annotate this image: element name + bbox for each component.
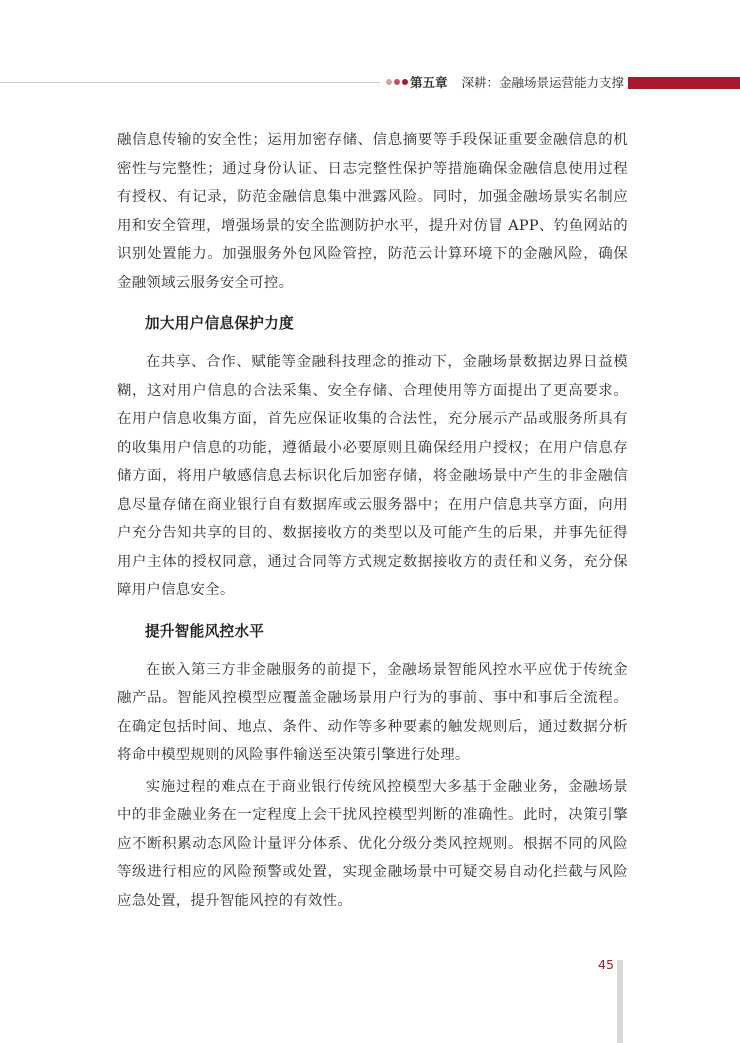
- chapter-title: 深耕：金融场景运营能力支撑: [461, 75, 625, 90]
- body-text: [117, 126, 628, 915]
- running-header: [0, 71, 740, 95]
- header-dot: [386, 79, 392, 85]
- paragraph: 实施过程的难点在于商业银行传统风控模型大多基于金融业务，金融场景中的非金融业务在一定程度上会干扰风控模型判断的准确性。此时，决策引擎应不断积累动态风险计量评分体系、优化分级分类风控规则。根据不同的风险等级进行相应的风险预警或处置，实现金融场景中可疑交易自动化拦截与风险应急处置，提升智能风控的有效性。: [117, 778, 628, 909]
- chapter-label: 第五章: [410, 75, 448, 90]
- paragraph: 在嵌入第三方非金融服务的前提下，金融场景智能风控水平应优于传统金融产品。智能风控模型应覆盖金融场景用户行为的事前、事中和事后全流程。在确定包括时间、地点、条件、动作等多种要素的触发规则后，通过数据分析将命中模型规则的风险事件输送至决策引擎进行处理。: [117, 661, 628, 763]
- header-rule: [0, 82, 380, 83]
- paragraph: 在共享、合作、赋能等金融科技理念的推动下，金融场景数据边界日益模糊，这对用户信息的合法采集、安全存储、合理使用等方面提出了更高要求。在用户信息收集方面，首先应保证收集的合法性，充分展示产品或服务所具有的收集用户信息的功能，遵循最小必要原则且确保经用户授权；在用户信息存储方面，将用户敏感信息去标识化后加密存储，将金融场景中产生的非金融信息尽量存储在商业银行自有数据库或云服务器中；在用户信息共享方面，向用户充分告知共享的目的、数据接收方的类型以及可能产生的后果，并事先征得用户主体的授权同意，通过合同等方式规定数据接收方的责任和义务，充分保障用户信息安全。: [117, 354, 628, 598]
- paragraph: 融信息传输的安全性；运用加密存储、信息摘要等手段保证重要金融信息的机密性与完整性；通过身份认证、日志完整性保护等措施确保金融信息使用过程有授权、有记录，防范金融信息集中泄露风险。同时，加强金融场景实名制应用和安全管理，增强场景的安全监测防护水平，提升对仿冒 APP、钓鱼网站的识别处置能力。加强服务外包风险管控，防范云计算环境下的金融风险，确保金融领域云服务安全可控。: [117, 132, 628, 291]
- section-heading: 加大用户信息保护力度: [145, 315, 294, 332]
- section-heading: 提升智能风控水平: [145, 622, 265, 640]
- header-dot: [394, 79, 400, 85]
- header-accent-bar: [628, 77, 740, 89]
- header-dot: [402, 79, 408, 85]
- page-edge-bar: [617, 960, 623, 1043]
- header-title: [410, 74, 624, 92]
- page-number: 45: [598, 957, 614, 972]
